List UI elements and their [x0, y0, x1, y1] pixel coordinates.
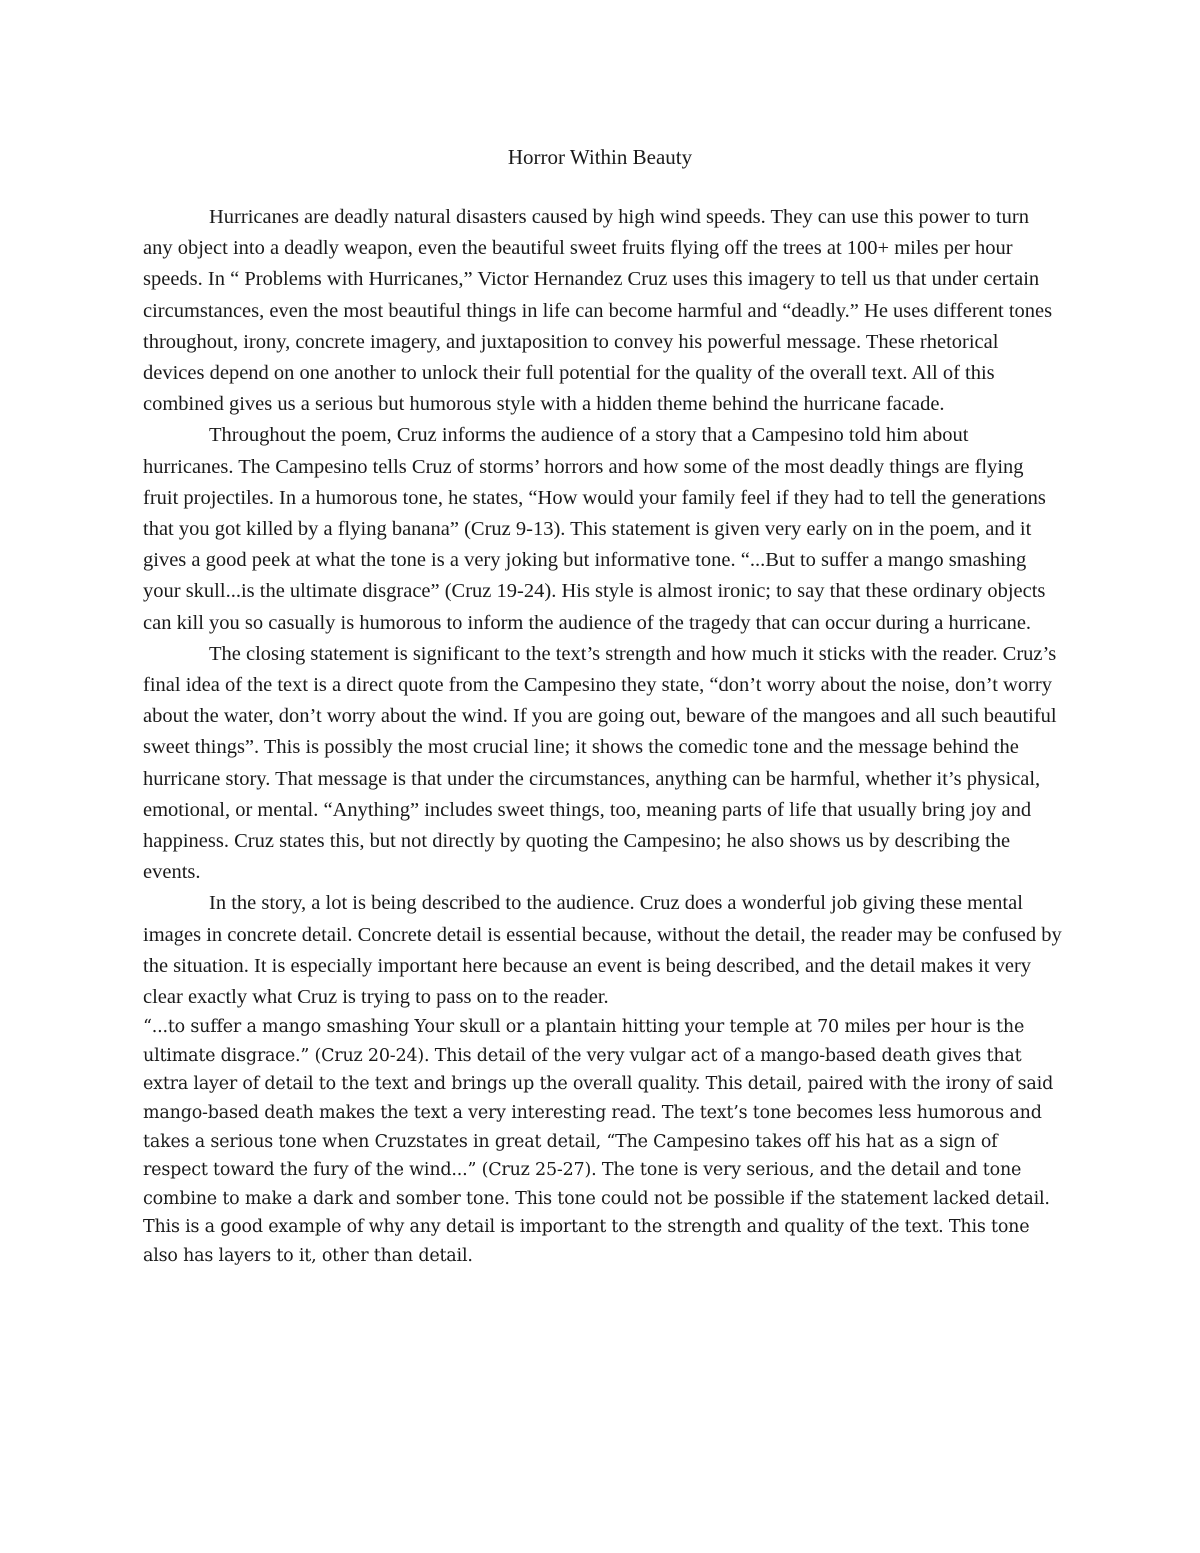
paragraph-4-lead: [143, 888, 1063, 1013]
paragraph-1: Hurricanes are deadly natural disasters caused by high wind speeds. They can use this power to turn any object into a deadly weapon, even the beautiful sweet fruits flying off the trees at 100+ miles per hour speeds. In “ Problems with Hurricanes,” Victor Hernandez Cruz uses this imagery to tell us that under certain circumstances, even the most beautiful things in life can become harmful and “deadly.” He uses different tones throughout, irony, concrete imagery, and juxtaposition to convey his powerful message. These rhetorical devices depend on one another to unlock their full potential for the quality of the overall text. All of this combined gives us a serious but humorous style with a hidden theme behind the hurricane facade.: [143, 206, 1053, 416]
paragraph-4-lead-text: In the story, a lot is being described to the audience. Cruz does a wonderful job giving these mental images in concrete detail. Concrete detail is essential because, without the detail, the reader may be confused by the situation. It is especially important here because an event is being described, and the detail makes it very clear exactly what Cruz is trying to pass on to the reader.: [143, 892, 1062, 1009]
paragraph-2: Throughout the poem, Cruz informs the audience of a story that a Campesino told him about hurricanes. The Campesino tells Cruz of storms’ horrors and how some of the most deadly things are flying fruit projectiles. In a humorous tone, he states, “How would your family feel if they had to tell the generations that you got killed by a flying banana” (Cruz 9-13). This statement is given very early on in the poem, and it gives a good peek at what the tone is a very joking but informative tone. “...But to suffer a mango smashing your skull...is the ultimate disgrace” (Cruz 19-24). His style is almost ironic; to say that these ordinary objects can kill you so casually is humorous to inform the audience of the tragedy that can occur during a hurricane.: [143, 424, 1046, 634]
document-body: [143, 202, 1063, 1271]
document-title: Horror Within Beauty: [507, 145, 693, 169]
paragraph-4-rest: “...to suffer a mango smashing Your skull or a plantain hitting your temple at 70 miles per hour is the ultimate disgrace.” (Cruz 20-24). This detail of the very vulgar act of a mango-based death gives that extra layer of detail to the text and brings up the overall quality. This detail, paired with the irony of said mango-based death makes the text a very interesting read. The text’s tone becomes less humorous and takes a serious tone when Cruzstates in great detail, “The Campesino takes off his hat as a sign of respect toward the fury of the wind...” (Cruz 25-27). The tone is very serious, and the detail and tone combine to make a dark and somber tone. This tone could not be possible if the statement lacked detail. This is a good example of why any detail is important to the strength and quality of the text. This tone also has layers to it, other than detail.: [143, 1017, 1054, 1267]
paragraph-3: The closing statement is significant to the text’s strength and how much it sticks with the reader. Cruz’s final idea of the text is a direct quote from the Campesino they state, “don’t worry about the noise, don’t worry about the water, don’t worry about the wind. If you are going out, beware of the mangoes and all such beautiful sweet things”. This is possibly the most crucial line; it shows the comedic tone and the message behind the hurricane story. That message is that under the circumstances, anything can be harmful, whether it’s physical, emotional, or mental. “Anything” includes sweet things, too, meaning parts of life that usually bring joy and happiness. Cruz states this, but not directly by quoting the Campesino; he also shows us by describing the events.: [143, 642, 1057, 884]
